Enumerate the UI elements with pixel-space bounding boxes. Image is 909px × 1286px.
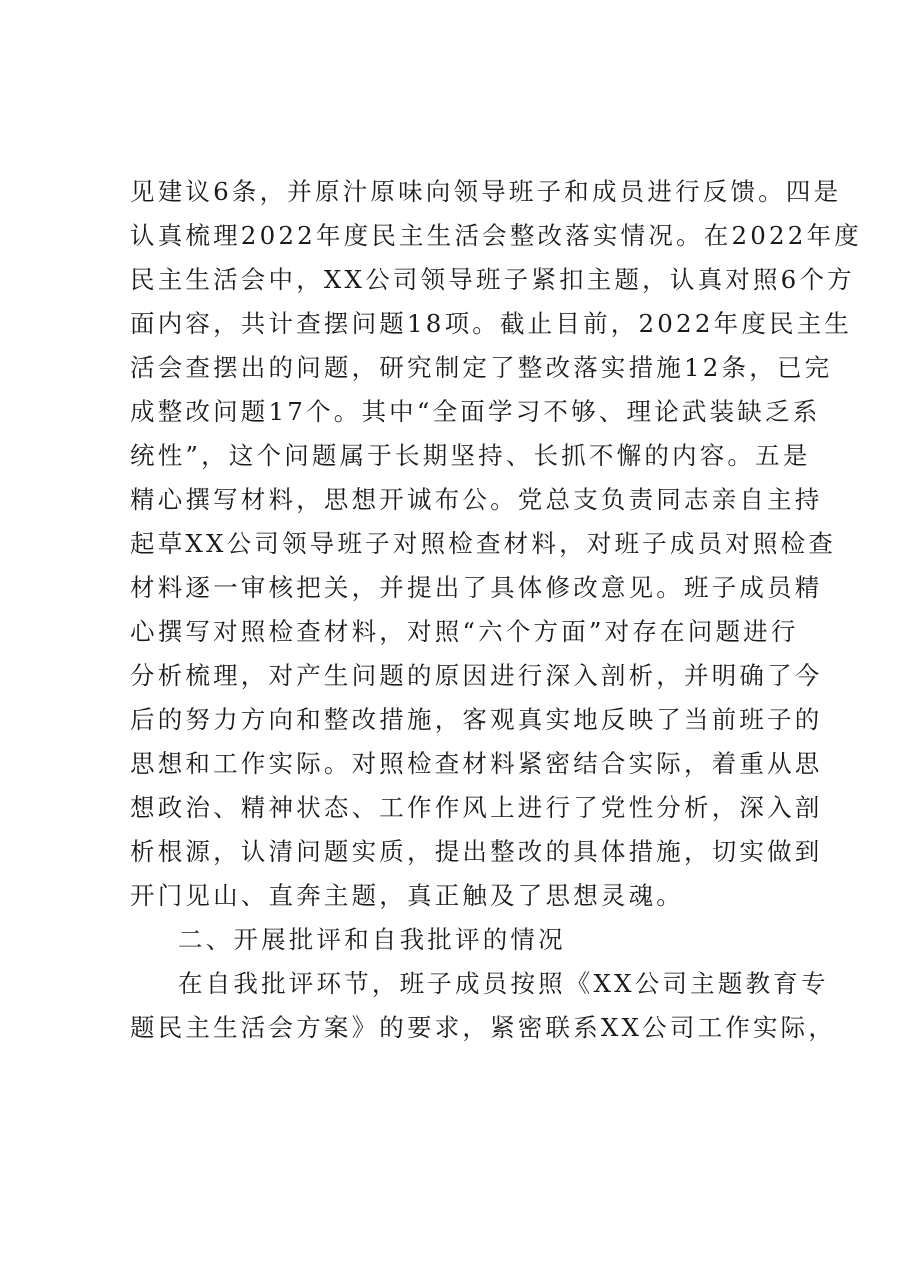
body-line: 析根源，认清问题实质，提出整改的具体措施，切实做到 — [130, 837, 823, 866]
body-line: 后的努力方向和整改措施，客观真实地反映了当前班子的 — [130, 705, 823, 734]
section-heading: 二、开展批评和自我批评的情况 — [178, 925, 566, 954]
body-line: 民主生活会中，XX公司领导班子紧扣主题，认真对照6个方 — [130, 265, 855, 294]
body-line: 见建议6条，并原汁原味向领导班子和成员进行反馈。四是 — [130, 177, 842, 206]
body-line: 材料逐一审核把关，并提出了具体修改意见。班子成员精 — [130, 573, 823, 602]
document-body — [130, 170, 862, 1050]
body-line: 思想和工作实际。对照检查材料紧密结合实际，着重从思 — [130, 749, 823, 778]
body-line: 精心撰写材料，思想开诚布公。党总支负责同志亲自主持 — [130, 485, 823, 514]
body-line: 起草XX公司领导班子对照检查材料，对班子成员对照检查 — [130, 529, 837, 558]
body-line: 活会查摆出的问题，研究制定了整改落实措施12条，已完 — [130, 353, 833, 382]
body-line: 成整改问题17个。其中“全面学习不够、理论武装缺乏系 — [130, 397, 821, 426]
body-line: 面内容，共计查摆问题18项。截止目前，2022年度民主生 — [130, 309, 853, 338]
body-line: 心撰写对照检查材料，对照“六个方面”对存在问题进行 — [130, 617, 799, 646]
body-line: 统性”，这个问题属于长期坚持、长抓不懈的内容。五是 — [130, 441, 811, 470]
body-line: 认真梳理2022年度民主生活会整改落实情况。在2022年度 — [130, 221, 862, 250]
body-line: 想政治、精神状态、工作作风上进行了党性分析，深入剖 — [130, 793, 823, 822]
body-line: 开门见山、直奔主题，真正触及了思想灵魂。 — [130, 881, 684, 910]
body-line: 分析梳理，对产生问题的原因进行深入剖析，并明确了今 — [130, 661, 823, 690]
paragraph-line: 题民主生活会方案》的要求，紧密联系XX公司工作实际， — [130, 1013, 837, 1042]
paragraph-line: 在自我批评环节，班子成员按照《XX公司主题教育专 — [178, 969, 829, 998]
